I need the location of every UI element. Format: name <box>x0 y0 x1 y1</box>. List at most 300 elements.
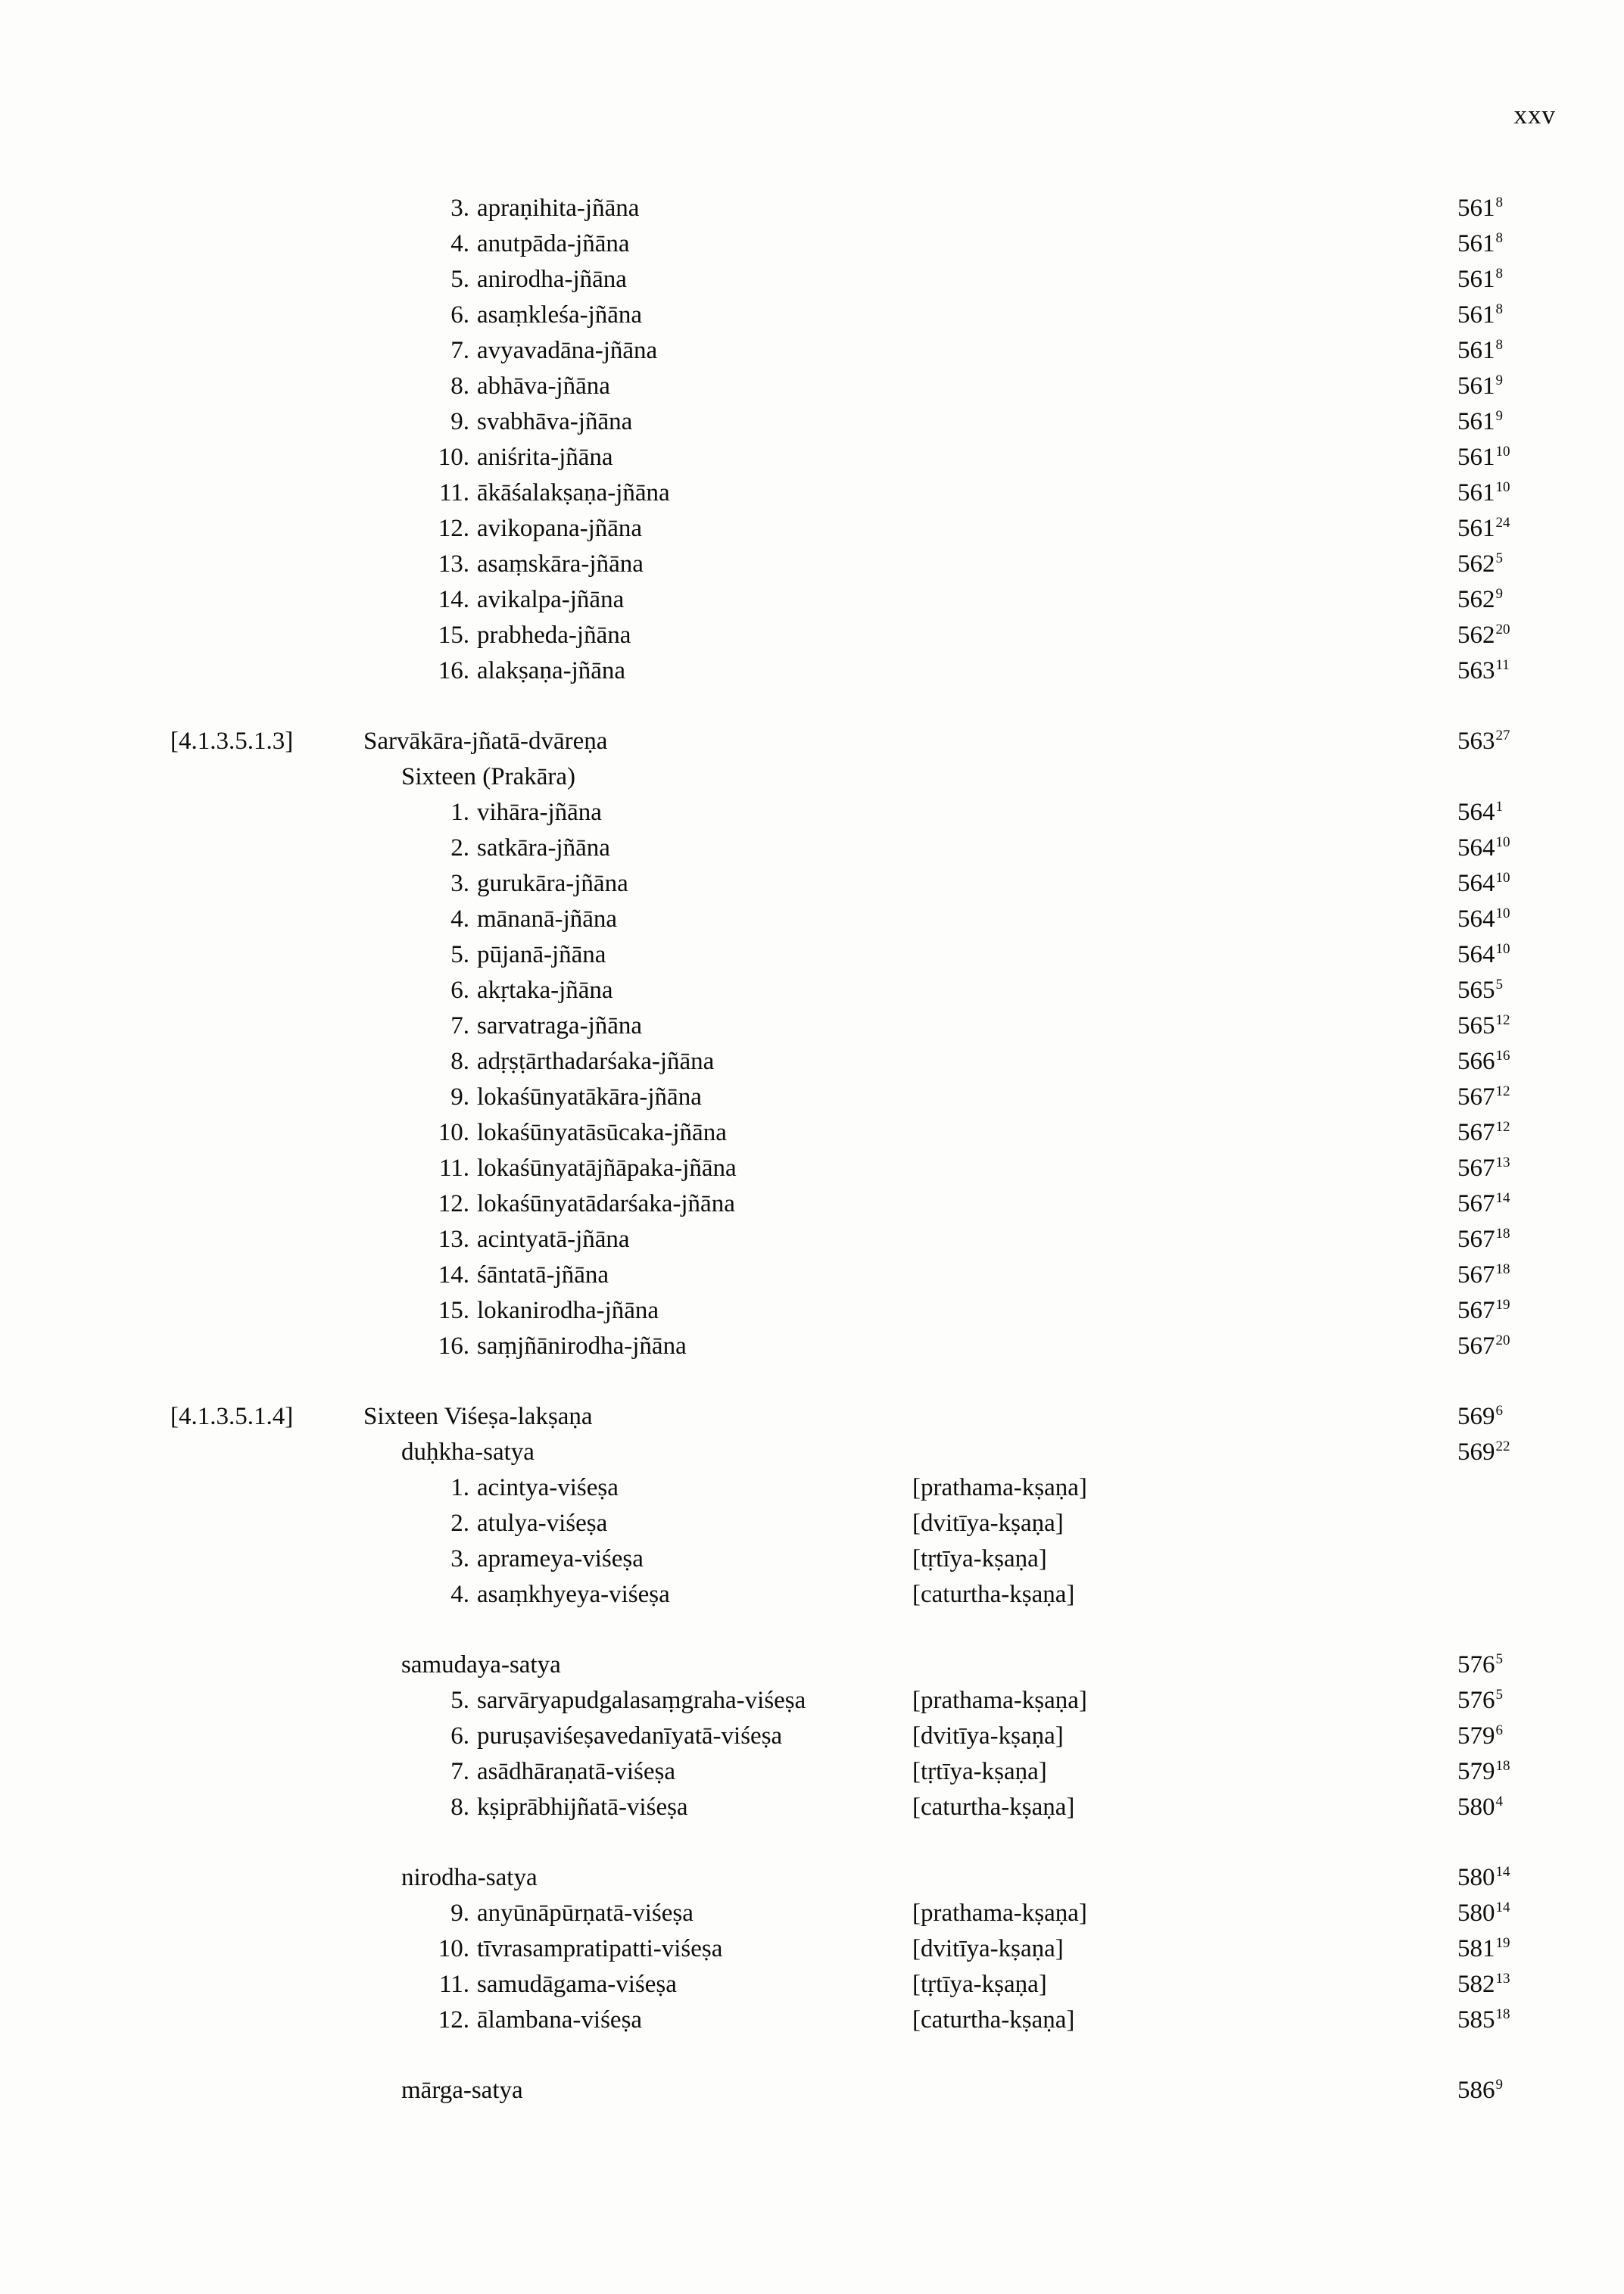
section-bracket <box>170 1647 363 1683</box>
item-number: 2. <box>450 1510 469 1537</box>
section-bracket: [4.1.3.5.1.3] <box>170 728 294 755</box>
item-number: 14. <box>438 1261 469 1289</box>
toc-item-row <box>0 1293 1624 1329</box>
section-bracket <box>170 653 363 689</box>
item-label: asādhāraṇatā-viśeṣa <box>477 1758 676 1785</box>
page-ref <box>1457 1151 1624 1186</box>
item-label: akṛtaka-jñāna <box>477 977 613 1004</box>
page-number-value: 562 <box>1457 622 1495 649</box>
toc-heading-row <box>0 1399 1624 1435</box>
page-number-value: 563 <box>1457 728 1495 755</box>
page-number-value: 567 <box>1457 1226 1495 1253</box>
page-superscript: 6 <box>1495 1403 1503 1419</box>
ksana-label <box>912 1115 1457 1151</box>
page-superscript: 18 <box>1495 1261 1510 1277</box>
toc-item-row <box>0 1008 1624 1044</box>
page-superscript: 27 <box>1495 728 1510 743</box>
section-subheading: mārga-satya <box>401 2077 523 2104</box>
page-superscript: 5 <box>1495 1687 1503 1703</box>
page-superscript: 10 <box>1495 479 1510 495</box>
item-number: 3. <box>450 195 469 222</box>
page-number-value: 561 <box>1457 337 1495 364</box>
page-ref <box>1457 831 1624 866</box>
page-superscript: 16 <box>1495 1048 1510 1064</box>
page-ref <box>1457 2003 1624 2038</box>
toc-item-row <box>0 1186 1624 1222</box>
page-ref <box>1457 1754 1624 1790</box>
item-label: asaṃskāra-jñāna <box>477 550 644 578</box>
toc-item-row <box>0 1329 1624 1364</box>
section-bracket <box>170 831 363 866</box>
item-number: 12. <box>438 1190 469 1217</box>
page-ref <box>1457 1186 1624 1222</box>
section-bracket <box>170 1008 363 1044</box>
item-number: 6. <box>450 977 469 1004</box>
toc-item-row <box>0 866 1624 902</box>
ksana-label: [caturtha-kṣaṇa] <box>912 1581 1075 1608</box>
page-superscript: 8 <box>1495 195 1503 210</box>
item-label: asaṃkleśa-jñāna <box>477 301 643 329</box>
section-bracket <box>170 1044 363 1080</box>
page-ref <box>1457 298 1624 333</box>
item-label: aniśrita-jñāna <box>477 444 613 471</box>
page-number-value: 567 <box>1457 1297 1495 1324</box>
page-superscript: 4 <box>1495 1794 1503 1809</box>
ksana-label <box>912 1151 1457 1186</box>
item-number: 16. <box>438 657 469 684</box>
toc-item-row <box>0 1931 1624 1967</box>
ksana-label <box>912 226 1457 262</box>
page-ref <box>1457 724 1624 759</box>
page-number-value: 567 <box>1457 1190 1495 1217</box>
page-superscript: 8 <box>1495 301 1503 317</box>
toc-item-row <box>0 795 1624 831</box>
item-label: sarvatraga-jñāna <box>477 1012 643 1039</box>
item-number: 8. <box>450 1048 469 1075</box>
ksana-label <box>912 440 1457 475</box>
page-number-value: 562 <box>1457 550 1495 578</box>
section-bracket <box>170 1860 363 1896</box>
item-number: 12. <box>438 515 469 542</box>
page-superscript: 9 <box>1495 2077 1503 2093</box>
section-bracket <box>170 369 363 404</box>
section-bracket <box>170 1258 363 1293</box>
page-superscript: 18 <box>1495 2006 1510 2022</box>
toc-item-row <box>0 298 1624 333</box>
section-bracket <box>170 226 363 262</box>
ksana-label <box>912 333 1457 369</box>
section-bracket <box>170 511 363 547</box>
page-superscript: 12 <box>1495 1012 1510 1028</box>
page-number-value: 561 <box>1457 195 1495 222</box>
ksana-label <box>912 1258 1457 1293</box>
ksana-label <box>912 902 1457 937</box>
ksana-label <box>912 937 1457 973</box>
item-number: 3. <box>450 1545 469 1572</box>
item-label: svabhāva-jñāna <box>477 408 633 435</box>
toc-item-row <box>0 333 1624 369</box>
page-ref <box>1457 440 1624 475</box>
section-bracket <box>170 1080 363 1115</box>
toc-section <box>0 724 1624 1364</box>
toc-item-row <box>0 1470 1624 1506</box>
page-number-value: 561 <box>1457 444 1495 471</box>
section-bracket <box>170 333 363 369</box>
page-ref <box>1457 511 1624 547</box>
toc-section <box>0 2073 1624 2109</box>
item-number: 4. <box>450 1581 469 1608</box>
page-superscript: 5 <box>1495 550 1503 566</box>
toc-item-row <box>0 1258 1624 1293</box>
toc-item-row <box>0 831 1624 866</box>
section-bracket <box>170 1506 363 1541</box>
item-label: avikalpa-jñāna <box>477 586 625 613</box>
section-bracket <box>170 1754 363 1790</box>
toc-subheading-row <box>0 2073 1624 2109</box>
item-number: 8. <box>450 1794 469 1821</box>
item-label: acintya-viśeṣa <box>477 1474 619 1501</box>
page-ref <box>1457 2073 1624 2109</box>
ksana-label <box>912 475 1457 511</box>
item-number: 10. <box>438 444 469 471</box>
ksana-label <box>912 191 1457 226</box>
item-label: lokaśūnyatākāra-jñāna <box>477 1083 702 1111</box>
page-superscript: 19 <box>1495 1935 1510 1951</box>
page-ref <box>1457 1044 1624 1080</box>
page-number-value: 565 <box>1457 977 1495 1004</box>
page-number: xxv <box>1513 100 1556 129</box>
page-superscript: 9 <box>1495 372 1503 388</box>
section-heading: Sarvākāra-jñatā-dvāreṇa <box>363 728 608 755</box>
item-number: 4. <box>450 230 469 257</box>
page-ref <box>1457 262 1624 298</box>
ksana-label: [caturtha-kṣaṇa] <box>912 1794 1075 1821</box>
page-ref <box>1457 333 1624 369</box>
ksana-label <box>912 582 1457 618</box>
page-superscript: 14 <box>1495 1900 1510 1915</box>
page-superscript: 12 <box>1495 1119 1510 1135</box>
page-number-value: 564 <box>1457 870 1495 897</box>
page-ref <box>1457 1860 1624 1896</box>
page-number-value: 564 <box>1457 941 1495 968</box>
toc-item-row <box>0 1044 1624 1080</box>
toc-item-row <box>0 191 1624 226</box>
page-ref <box>1457 795 1624 831</box>
page-superscript: 8 <box>1495 266 1503 282</box>
ksana-label <box>912 404 1457 440</box>
section-heading: Sixteen Viśeṣa-lakṣaṇa <box>363 1403 593 1430</box>
section-bracket <box>170 973 363 1008</box>
item-label: puruṣaviśeṣavedanīyatā-viśeṣa <box>477 1722 783 1750</box>
page-ref <box>1457 1896 1624 1931</box>
toc-item-row <box>0 440 1624 475</box>
page-ref <box>1457 1683 1624 1719</box>
page-superscript: 10 <box>1495 905 1510 921</box>
ksana-label <box>912 511 1457 547</box>
page-superscript: 20 <box>1495 1332 1510 1348</box>
item-label: śāntatā-jñāna <box>477 1261 609 1289</box>
item-number: 7. <box>450 1012 469 1039</box>
page-number-value: 561 <box>1457 515 1495 542</box>
item-label: adṛṣṭārthadarśaka-jñāna <box>477 1048 715 1075</box>
ksana-label: [prathama-kṣaṇa] <box>912 1687 1087 1714</box>
page-ref <box>1457 759 1624 795</box>
item-number: 6. <box>450 301 469 329</box>
section-bracket <box>170 1577 363 1613</box>
item-number: 9. <box>450 1083 469 1111</box>
item-label: aprameya-viśeṣa <box>477 1545 644 1572</box>
item-label: gurukāra-jñāna <box>477 870 628 897</box>
item-label: acintyatā-jñāna <box>477 1226 630 1253</box>
page-ref <box>1457 902 1624 937</box>
item-label: atulya-viśeṣa <box>477 1510 608 1537</box>
ksana-label <box>912 1080 1457 1115</box>
toc-subheading-row <box>0 1647 1624 1683</box>
page-ref <box>1457 1329 1624 1364</box>
page-number-value: 569 <box>1457 1438 1495 1466</box>
page-number-value: 567 <box>1457 1332 1495 1360</box>
page-ref <box>1457 1008 1624 1044</box>
page-superscript: 5 <box>1495 977 1503 993</box>
item-number: 6. <box>450 1722 469 1750</box>
toc-item-row <box>0 582 1624 618</box>
toc-item-row <box>0 404 1624 440</box>
page-superscript: 20 <box>1495 622 1510 637</box>
section-bracket <box>170 1186 363 1222</box>
ksana-label: [dvitīya-kṣaṇa] <box>912 1722 1064 1750</box>
toc-subheading-row <box>0 759 1624 795</box>
section-bracket <box>170 1719 363 1754</box>
ksana-label <box>912 831 1457 866</box>
page-number-value: 565 <box>1457 1012 1495 1039</box>
page-ref <box>1457 653 1624 689</box>
section-bracket <box>170 1683 363 1719</box>
toc-item-row <box>0 1790 1624 1825</box>
item-label: tīvrasampratipatti-viśeṣa <box>477 1935 723 1962</box>
ksana-label <box>912 1044 1457 1080</box>
page-superscript: 22 <box>1495 1438 1510 1454</box>
page-number-value: 561 <box>1457 301 1495 329</box>
page-number-value: 564 <box>1457 834 1495 862</box>
page-number-value: 579 <box>1457 1758 1495 1785</box>
item-number: 11. <box>438 1155 469 1182</box>
page-ref <box>1457 1222 1624 1258</box>
page-number-value: 563 <box>1457 657 1495 684</box>
page-ref <box>1457 1435 1624 1470</box>
section-bracket <box>170 1329 363 1364</box>
page-superscript: 14 <box>1495 1864 1510 1880</box>
ksana-label: [tṛtīya-kṣaṇa] <box>912 1971 1047 1998</box>
section-bracket <box>170 547 363 582</box>
page-number-value: 561 <box>1457 479 1495 506</box>
page-superscript: 13 <box>1495 1971 1510 1987</box>
page-superscript: 12 <box>1495 1083 1510 1099</box>
toc-item-row <box>0 547 1624 582</box>
item-label: asaṃkhyeya-viśeṣa <box>477 1581 670 1608</box>
item-label: mānanā-jñāna <box>477 905 618 933</box>
section-bracket <box>170 618 363 653</box>
section-bracket <box>170 1293 363 1329</box>
ksana-label <box>912 973 1457 1008</box>
section-bracket <box>170 262 363 298</box>
section-bracket <box>170 1222 363 1258</box>
toc-item-row <box>0 618 1624 653</box>
section-bracket <box>170 1151 363 1186</box>
page-ref <box>1457 191 1624 226</box>
toc-item-row <box>0 1683 1624 1719</box>
ksana-label: [prathama-kṣaṇa] <box>912 1900 1087 1927</box>
page-ref <box>1457 1399 1624 1435</box>
toc-item-row <box>0 369 1624 404</box>
page-superscript: 10 <box>1495 444 1510 460</box>
page-superscript: 9 <box>1495 408 1503 424</box>
page-superscript: 5 <box>1495 1651 1503 1667</box>
page-superscript: 19 <box>1495 1297 1510 1313</box>
page-number-value: 582 <box>1457 1971 1495 1998</box>
page-ref <box>1457 1577 1624 1613</box>
toc-item-row <box>0 226 1624 262</box>
item-label: sarvāryapudgalasaṃgraha-viśeṣa <box>477 1687 806 1714</box>
toc-item-row <box>0 1719 1624 1754</box>
item-label: anyūnāpūrṇatā-viśeṣa <box>477 1900 694 1927</box>
page-ref <box>1457 1790 1624 1825</box>
page-superscript: 10 <box>1495 941 1510 957</box>
section-bracket <box>170 2003 363 2038</box>
page-number-value: 585 <box>1457 2006 1495 2034</box>
item-number: 14. <box>438 586 469 613</box>
item-number: 1. <box>450 1474 469 1501</box>
item-number: 9. <box>450 408 469 435</box>
toc-subheading-row <box>0 1860 1624 1896</box>
page-number-value: 569 <box>1457 1403 1495 1430</box>
page-number-value: 561 <box>1457 408 1495 435</box>
ksana-label <box>912 298 1457 333</box>
page-ref <box>1457 1931 1624 1967</box>
section-bracket <box>170 298 363 333</box>
item-label: satkāra-jñāna <box>477 834 610 862</box>
page-superscript: 14 <box>1495 1190 1510 1206</box>
item-label: abhāva-jñāna <box>477 372 610 400</box>
item-number: 11. <box>438 1971 469 1998</box>
ksana-label <box>912 1008 1457 1044</box>
item-label: vihāra-jñāna <box>477 799 602 826</box>
item-label: kṣiprābhijñatā-viśeṣa <box>477 1794 688 1821</box>
toc-item-row <box>0 1080 1624 1115</box>
page-ref <box>1457 547 1624 582</box>
item-label: lokaśūnyatādarśaka-jñāna <box>477 1190 735 1217</box>
item-label: apraṇihita-jñāna <box>477 195 640 222</box>
page-ref <box>1457 937 1624 973</box>
page-ref <box>1457 404 1624 440</box>
page-number-value: 561 <box>1457 266 1495 293</box>
item-number: 2. <box>450 834 469 862</box>
toc-item-row <box>0 937 1624 973</box>
page-superscript: 10 <box>1495 834 1510 850</box>
page-ref <box>1457 866 1624 902</box>
page-number-value: 561 <box>1457 230 1495 257</box>
ksana-label <box>912 262 1457 298</box>
page-number-value: 561 <box>1457 372 1495 400</box>
item-number: 11. <box>438 479 469 506</box>
page-number-value: 586 <box>1457 2077 1495 2104</box>
page-number-value: 567 <box>1457 1083 1495 1111</box>
toc-section <box>0 191 1624 689</box>
section-bracket <box>170 475 363 511</box>
item-label: pūjanā-jñāna <box>477 941 606 968</box>
page-superscript: 8 <box>1495 230 1503 246</box>
page-number-value: 579 <box>1457 1722 1495 1750</box>
page-ref <box>1457 369 1624 404</box>
toc-item-row <box>0 1541 1624 1577</box>
item-number: 4. <box>450 905 469 933</box>
item-number: 10. <box>438 1935 469 1962</box>
ksana-label <box>912 1293 1457 1329</box>
page-ref <box>1457 973 1624 1008</box>
page-number-value: 566 <box>1457 1048 1495 1075</box>
page-superscript: 13 <box>1495 1155 1510 1170</box>
page-number-value: 567 <box>1457 1119 1495 1146</box>
toc-section <box>0 1647 1624 1825</box>
section-subheading: nirodha-satya <box>401 1864 538 1891</box>
page-ref <box>1457 1258 1624 1293</box>
item-number: 9. <box>450 1900 469 1927</box>
section-bracket <box>170 795 363 831</box>
section-bracket <box>170 1470 363 1506</box>
item-label: ākāśalakṣaṇa-jñāna <box>477 479 670 506</box>
item-number: 5. <box>450 1687 469 1714</box>
ksana-label: [caturtha-kṣaṇa] <box>912 2006 1075 2034</box>
item-number: 7. <box>450 1758 469 1785</box>
section-bracket <box>170 902 363 937</box>
toc-item-row <box>0 1577 1624 1613</box>
item-label: avikopana-jñāna <box>477 515 643 542</box>
page-ref <box>1457 1541 1624 1577</box>
page-number-value: 564 <box>1457 799 1495 826</box>
page-superscript: 18 <box>1495 1758 1510 1774</box>
item-number: 3. <box>450 870 469 897</box>
page-ref <box>1457 1293 1624 1329</box>
page-number-value: 576 <box>1457 1687 1495 1714</box>
toc-heading-row <box>0 724 1624 759</box>
ksana-label: [dvitīya-kṣaṇa] <box>912 1935 1064 1962</box>
page-number-value: 567 <box>1457 1155 1495 1182</box>
ksana-label <box>912 1222 1457 1258</box>
item-number: 8. <box>450 372 469 400</box>
toc-item-row <box>0 902 1624 937</box>
ksana-label <box>912 1186 1457 1222</box>
section-bracket <box>170 1435 363 1470</box>
ksana-label: [tṛtīya-kṣaṇa] <box>912 1545 1047 1572</box>
page-number-value: 581 <box>1457 1935 1495 1962</box>
page-superscript: 11 <box>1495 657 1510 673</box>
page-number-value: 580 <box>1457 1900 1495 1927</box>
ksana-label: [dvitīya-kṣaṇa] <box>912 1510 1064 1537</box>
section-subheading: duḥkha-satya <box>401 1438 535 1466</box>
toc-item-row <box>0 1896 1624 1931</box>
ksana-label <box>912 369 1457 404</box>
item-number: 5. <box>450 266 469 293</box>
page-ref <box>1457 1470 1624 1506</box>
item-label: lokanirodha-jñāna <box>477 1297 659 1324</box>
page-ref <box>1457 618 1624 653</box>
ksana-label <box>912 653 1457 689</box>
toc-subheading-row <box>0 1435 1624 1470</box>
section-bracket <box>170 759 363 795</box>
ksana-label <box>912 1329 1457 1364</box>
item-number: 13. <box>438 550 469 578</box>
toc-item-row <box>0 262 1624 298</box>
item-label: lokaśūnyatājñāpaka-jñāna <box>477 1155 737 1182</box>
